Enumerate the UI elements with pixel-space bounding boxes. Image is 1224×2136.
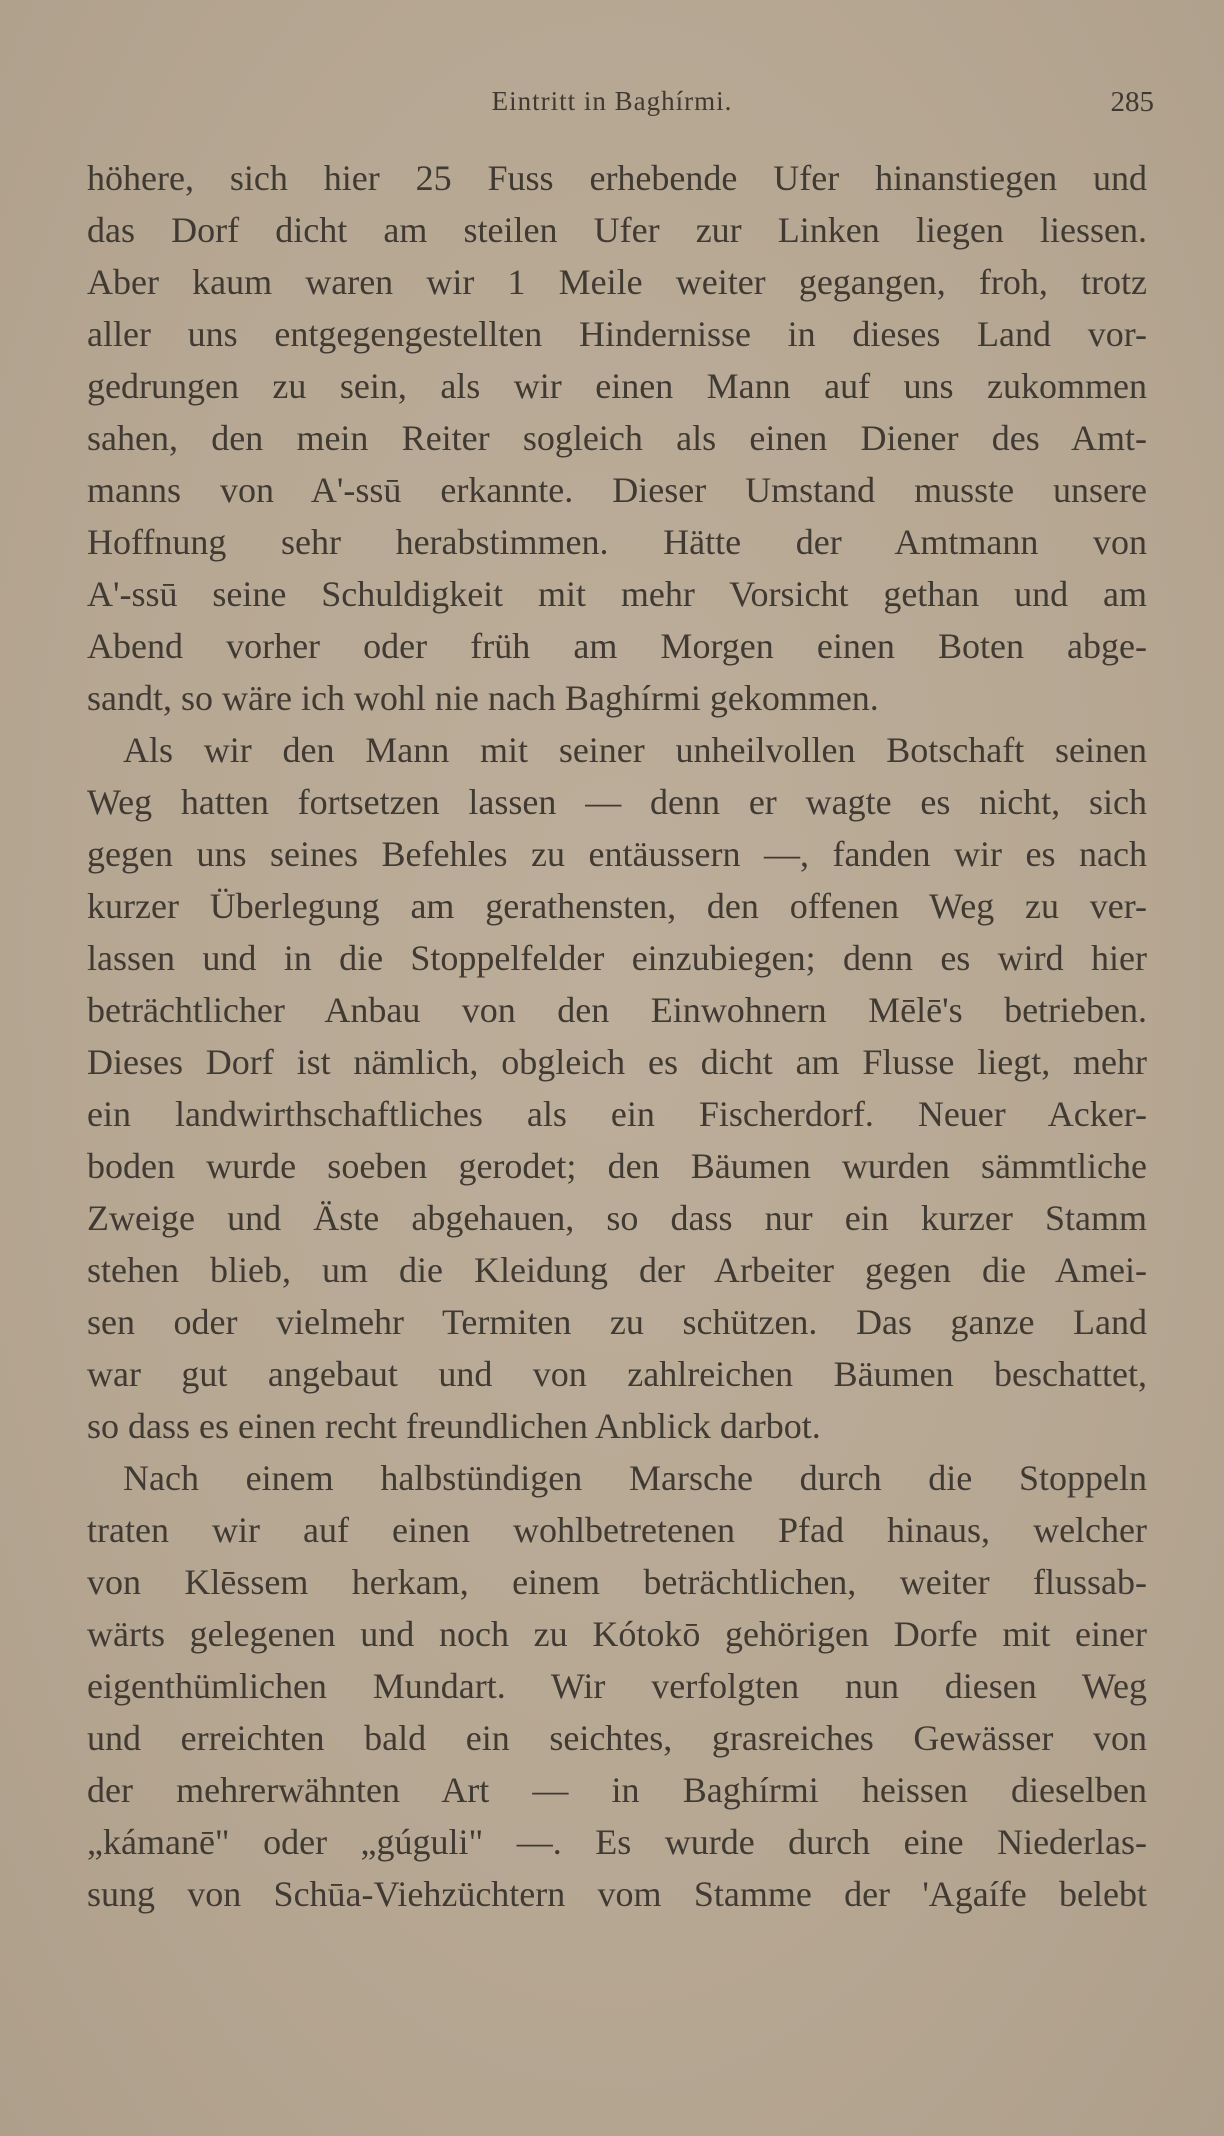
text-line: Abend vorher oder früh am Morgen einen Boten abge-	[87, 626, 1147, 666]
text-line: Aber kaum waren wir 1 Meile weiter gegangen, froh, trotz	[87, 262, 1147, 302]
text-line: sahen, den mein Reiter sogleich als einen Diener des Amt-	[87, 418, 1147, 458]
running-header	[0, 82, 1224, 122]
text-line: wärts gelegenen und noch zu Kótokō gehörigen Dorfe mit einer	[87, 1614, 1147, 1654]
text-line: manns von A'-ssū erkannte. Dieser Umstand musste unsere	[87, 470, 1147, 510]
text-line: gegen uns seines Befehles zu entäussern —, fanden wir es nach	[87, 834, 1147, 874]
text-line: sandt, so wäre ich wohl nie nach Baghírmi gekommen.	[87, 678, 879, 718]
text-line: beträchtlicher Anbau von den Einwohnern Mēlē's betrieben.	[87, 990, 1147, 1030]
text-line: A'-ssū seine Schuldigkeit mit mehr Vorsicht gethan und am	[87, 574, 1147, 614]
text-line: traten wir auf einen wohlbetretenen Pfad hinaus, welcher	[87, 1510, 1147, 1550]
text-line: war gut angebaut und von zahlreichen Bäumen beschattet,	[87, 1354, 1147, 1394]
text-line: so dass es einen recht freundlichen Anblick darbot.	[87, 1406, 821, 1446]
text-line: Als wir den Mann mit seiner unheilvollen Botschaft seinen	[123, 730, 1147, 770]
text-line: kurzer Überlegung am gerathensten, den offenen Weg zu ver-	[87, 886, 1147, 926]
text-line: Dieses Dorf ist nämlich, obgleich es dicht am Flusse liegt, mehr	[87, 1042, 1147, 1082]
text-line: stehen blieb, um die Kleidung der Arbeiter gegen die Amei-	[87, 1250, 1147, 1290]
text-line: Nach einem halbstündigen Marsche durch die Stoppeln	[123, 1458, 1147, 1498]
text-line: sung von Schūa-Viehzüchtern vom Stamme der 'Agaífe belebt	[87, 1874, 1147, 1914]
text-line: Zweige und Äste abgehauen, so dass nur ein kurzer Stamm	[87, 1198, 1147, 1238]
text-line: der mehrerwähnten Art — in Baghírmi heissen dieselben	[87, 1770, 1147, 1810]
text-line: Hoffnung sehr herabstimmen. Hätte der Amtmann von	[87, 522, 1147, 562]
page-number: 285	[1110, 86, 1154, 118]
text-line: höhere, sich hier 25 Fuss erhebende Ufer hinanstiegen und	[87, 158, 1147, 198]
body-text	[87, 152, 1147, 1920]
text-line: aller uns entgegengestellten Hindernisse in dieses Land vor-	[87, 314, 1147, 354]
text-line: gedrungen zu sein, als wir einen Mann auf uns zukommen	[87, 366, 1147, 406]
text-line: sen oder vielmehr Termiten zu schützen. Das ganze Land	[87, 1302, 1147, 1342]
text-line: von Klēssem herkam, einem beträchtlichen, weiter flussab-	[87, 1562, 1147, 1602]
text-line: „kámanē" oder „gúguli" —. Es wurde durch eine Niederlas-	[87, 1822, 1147, 1862]
text-line: boden wurde soeben gerodet; den Bäumen wurden sämmtliche	[87, 1146, 1147, 1186]
text-line: eigenthümlichen Mundart. Wir verfolgten nun diesen Weg	[87, 1666, 1147, 1706]
text-line: ein landwirthschaftliches als ein Fischerdorf. Neuer Acker-	[87, 1094, 1147, 1134]
text-line: und erreichten bald ein seichtes, grasreiches Gewässer von	[87, 1718, 1147, 1758]
text-line: lassen und in die Stoppelfelder einzubiegen; denn es wird hier	[87, 938, 1147, 978]
running-title: Eintritt in Baghírmi.	[491, 86, 733, 116]
text-line: das Dorf dicht am steilen Ufer zur Linken liegen liessen.	[87, 210, 1147, 250]
text-line: Weg hatten fortsetzen lassen — denn er wagte es nicht, sich	[87, 782, 1147, 822]
